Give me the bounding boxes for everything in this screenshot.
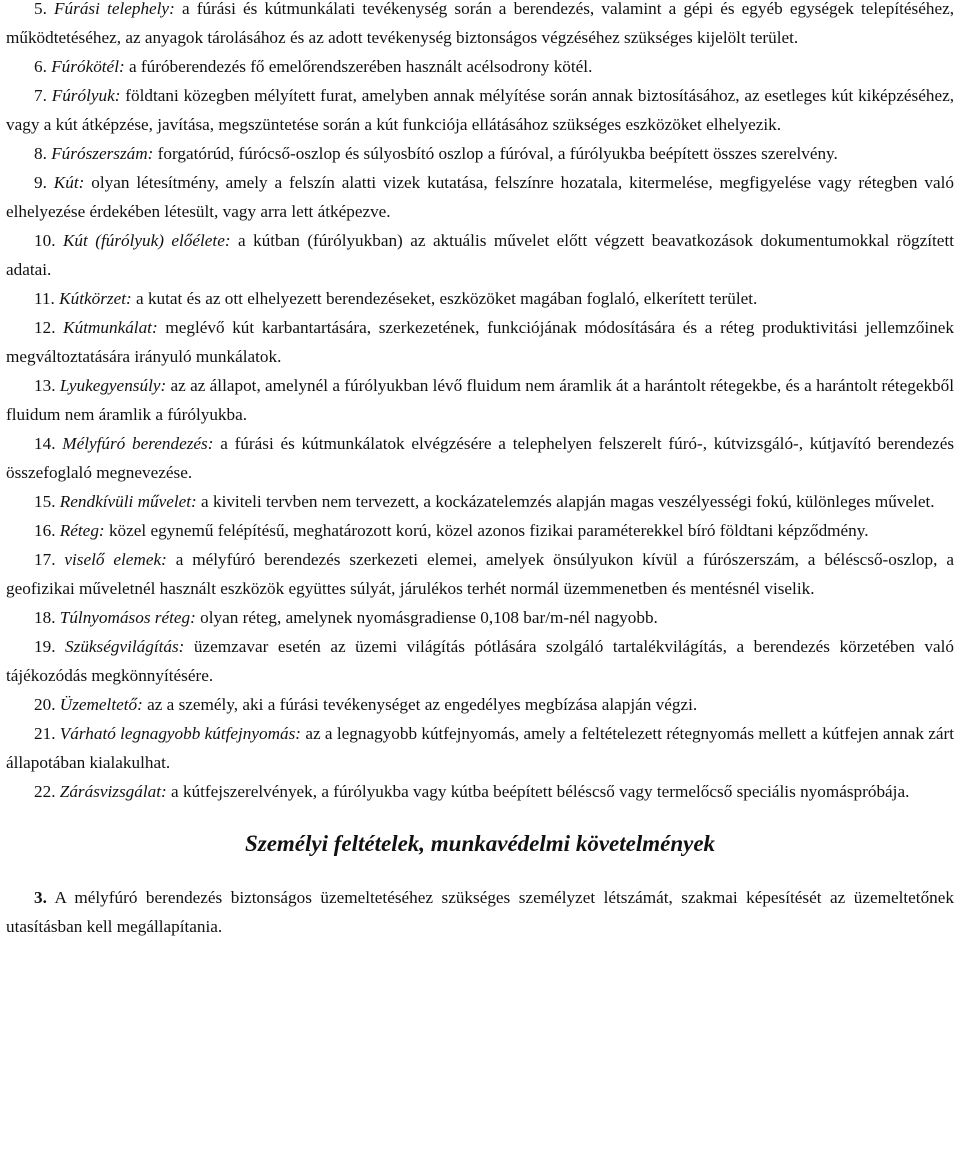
definition-item — [6, 284, 954, 313]
definition-item — [6, 81, 954, 139]
definition-text: forgatórúd, fúrócső-oszlop és súlyosbító oszlop a fúróval, a fúrólyukba beépített összes szerelvény. — [153, 144, 838, 163]
definition-text: üzemzavar esetén az üzemi világítás pótlására szolgáló tartalékvilágítás, a berendezés körzetében való tájékozódás megkönnyítésére. — [6, 637, 954, 685]
definition-number: 22. — [34, 782, 56, 801]
definition-item — [6, 690, 954, 719]
definition-number: 17. — [34, 550, 56, 569]
definition-item — [6, 516, 954, 545]
definition-term: Kútmunkálat: — [63, 318, 158, 337]
definition-item — [6, 313, 954, 371]
definition-number: 5. — [34, 0, 47, 18]
definition-term: Fúrólyuk: — [51, 86, 121, 105]
rule-text: A mélyfúró berendezés biztonságos üzemeltetéséhez szükséges személyzet létszámát, szakmai képesítését az üzemeltetőnek utasításban kell megállapítania. — [6, 888, 954, 936]
section-heading: Személyi feltételek, munkavédelmi követelmények — [244, 831, 716, 856]
definition-item — [6, 545, 954, 603]
definition-number: 20. — [34, 695, 56, 714]
definition-term: Rendkívüli művelet: — [59, 492, 197, 511]
definition-item — [6, 603, 954, 632]
definition-item — [6, 52, 954, 81]
rule-number: 3. — [34, 888, 47, 907]
definition-number: 8. — [34, 144, 47, 163]
definition-term: Fúrószerszám: — [51, 144, 154, 163]
definition-item — [6, 168, 954, 226]
definition-item — [6, 777, 954, 806]
definition-item — [6, 429, 954, 487]
definitions-list — [6, 0, 954, 806]
definition-number: 14. — [34, 434, 56, 453]
definition-text: a kutat és az ott elhelyezett berendezéseket, eszközöket magában foglaló, elkerített terület. — [131, 289, 758, 308]
definition-text: a fúróberendezés fő emelőrendszerében használt acélsodrony kötél. — [124, 57, 593, 76]
definition-term: Kútkörzet: — [59, 289, 132, 308]
definition-term: Réteg: — [59, 521, 105, 540]
definition-item — [6, 487, 954, 516]
definition-term: Kút: — [53, 173, 85, 192]
definition-text: a fúrási és kútmunkálatok elvégzésére a telephelyen felszerelt fúró-, kútvizsgáló-, kútjavító berendezés összefoglaló megnevezése. — [6, 434, 955, 482]
definition-number: 9. — [34, 173, 47, 192]
definition-item — [6, 139, 954, 168]
definition-number: 6. — [34, 57, 47, 76]
definition-term: Kút (fúrólyuk) előélete: — [62, 231, 231, 250]
definition-text: a mélyfúró berendezés szerkezeti elemei, amelyek önsúlyukon kívül a fúrószerszám, a béléscső-oszlop, a geofizikai műveletnél használt eszközök együttes súlyát, járulékos terhét normál üzemmenetben és mentésnél viselik. — [6, 550, 954, 598]
definition-number: 13. — [34, 376, 56, 395]
definition-term: Mélyfúró berendezés: — [62, 434, 214, 453]
definition-term: Üzemeltető: — [59, 695, 143, 714]
definition-text: a kútfejszerelvények, a fúrólyukba vagy kútba beépített béléscső vagy termelőcső speciális nyomáspróbája. — [166, 782, 910, 801]
definition-item — [6, 719, 954, 777]
definition-text: az a személy, aki a fúrási tevékenységet az engedélyes megbízása alapján végzi. — [142, 695, 698, 714]
definition-number: 16. — [34, 521, 56, 540]
definition-term: Túlnyomásos réteg: — [59, 608, 196, 627]
definition-term: Fúrási telephely: — [54, 0, 175, 18]
definition-text: a fúrási és kútmunkálati tevékenység során a berendezés, valamint a gépi és egyéb egységek telepítéséhez, működtetéséhez, az anyagok tárolásához és az adott tevékenység biztonságos végzéséhez szükséges kijelölt terület. — [6, 0, 954, 47]
definition-number: 7. — [34, 86, 47, 105]
definition-number: 19. — [34, 637, 56, 656]
definition-term: Fúrókötél: — [51, 57, 125, 76]
definition-item — [6, 632, 954, 690]
definition-text: meglévő kút karbantartására, szerkezetének, funkciójának módosítására és a réteg produktivitási jellemzőinek megváltoztatására irányuló munkálatok. — [6, 318, 955, 366]
definition-item — [6, 0, 954, 52]
definition-term: Szükségvilágítás: — [65, 637, 185, 656]
definition-term: Lyukegyensúly: — [59, 376, 167, 395]
definition-text: földtani közegben mélyített furat, amelyben annak mélyítése során annak biztosításához, az esetleges kút kiképzéséhez, vagy a kút átképzése, javítása, megszüntetése során a kút funkciója ellátásához szükséges eszközöket elhelyezik. — [6, 86, 954, 134]
definition-number: 12. — [34, 318, 56, 337]
definition-text: a kiviteli tervben nem tervezett, a kockázatelemzés alapján magas veszélyességi fokú, különleges művelet. — [196, 492, 935, 511]
definition-term: Zárásvizsgálat: — [59, 782, 167, 801]
definition-number: 18. — [34, 608, 56, 627]
definition-text: olyan réteg, amelynek nyomásgradiense 0,108 bar/m-nél nagyobb. — [195, 608, 658, 627]
definition-text: a kútban (fúrólyukban) az aktuális művelet előtt végzett beavatkozások dokumentumokkal rögzített adatai. — [6, 231, 954, 279]
definition-term: Várható legnagyobb kútfejnyomás: — [59, 724, 302, 743]
definition-text: az az állapot, amelynél a fúrólyukban lévő fluidum nem áramlik át a harántolt rétegekbe, és a harántolt rétegekből fluidum nem áramlik a fúrólyukba. — [6, 376, 955, 424]
definition-number: 21. — [34, 724, 56, 743]
definition-number: 10. — [34, 231, 56, 250]
definition-number: 15. — [34, 492, 56, 511]
definition-item — [6, 226, 954, 284]
definition-text: közel egynemű felépítésű, meghatározott korú, közel azonos fizikai paraméterekkel bíró földtani képződmény. — [104, 521, 869, 540]
definition-term: viselő elemek: — [64, 550, 167, 569]
definition-number: 11. — [34, 289, 55, 308]
definition-text: az a legnagyobb kútfejnyomás, amely a feltételezett rétegnyomás mellett a kútfejen annak zárt állapotában kialakulhat. — [6, 724, 955, 772]
definition-text: olyan létesítmény, amely a felszín alatti vizek kutatása, felszínre hozatala, kitermelése, megfigyelése vagy rétegben való elhelyezése érdekében létesült, vagy arra lett átképezve. — [6, 173, 955, 221]
definition-item — [6, 371, 954, 429]
rule-paragraph — [6, 883, 954, 941]
